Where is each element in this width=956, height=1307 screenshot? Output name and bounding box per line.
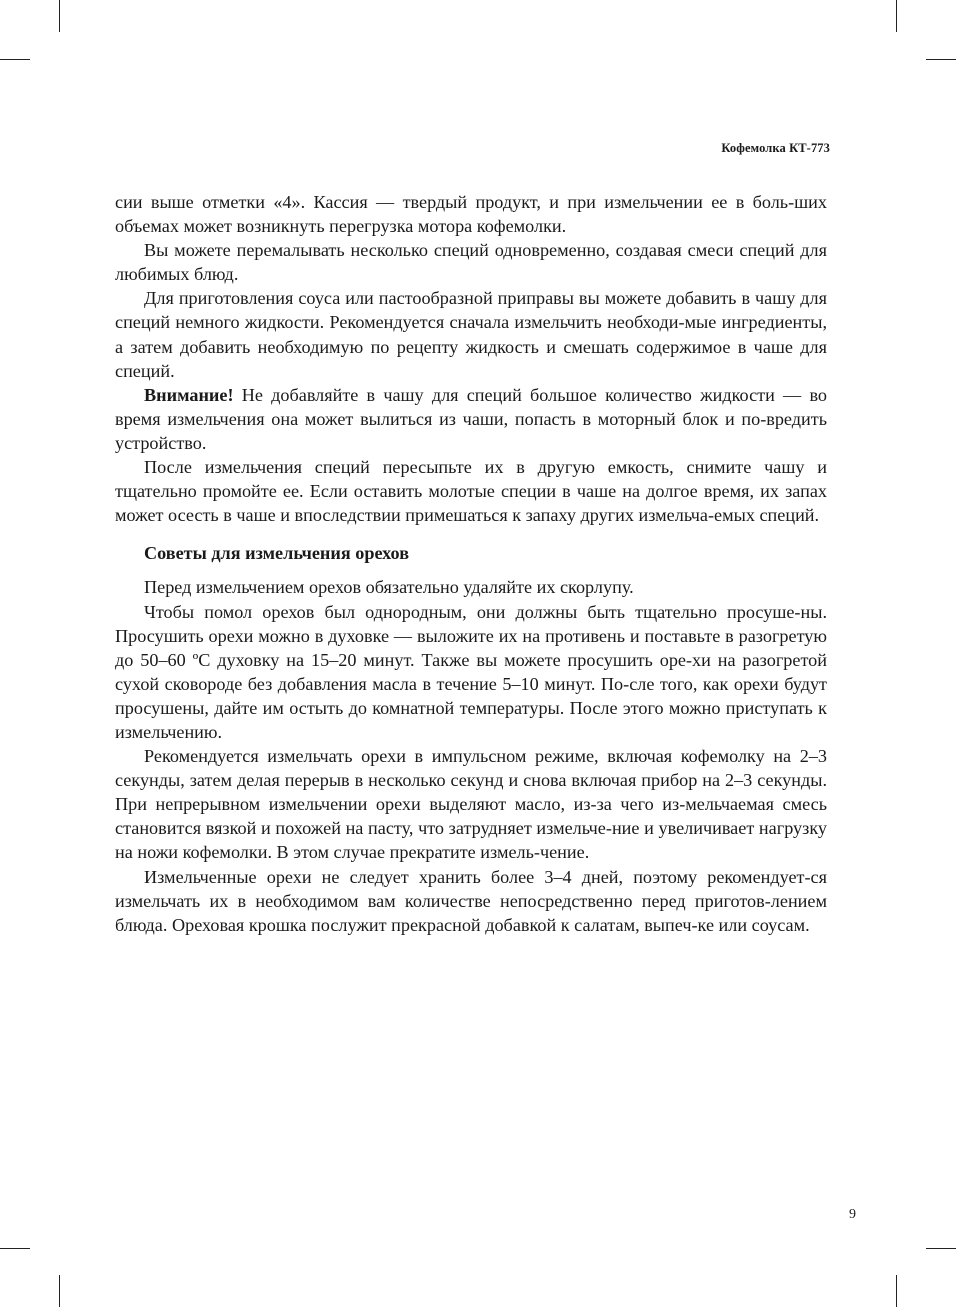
warning-text: Не добавляйте в чашу для специй большое количество жидкости — во время измельчения она может вылиться из чаши, попасть в моторный блок и по-вредить устройство. [115,384,827,453]
page-number: 9 [849,1207,856,1222]
paragraph: После измельчения специй пересыпьте их в другую емкость, снимите чашу и тщательно промойте ее. Если оставить молотые специи в чаше на долгое время, их запах может осесть в чаше и впоследствии примешаться к запаху других измельча-емых специй. [115,457,827,526]
paragraph: Чтобы помол орехов был однородным, они должны быть тщательно просуше-ны. Просушить орехи можно в духовке — выложите их на противень и поставьте в разогретую до 50–60 ºС духовку на 15–20 минут. Также вы можете просушить оре-хи на разогретой сухой сковороде без добавления масла в течение 5–10 минут. По-сле того, как орехи будут просушены, дайте им остыть до комнатной температуры. После этого можно приступать к измельчению. [115,601,827,742]
crop-mark-top-right [896,0,897,32]
crop-mark-bottom-left [59,1275,60,1307]
paragraph: сии выше отметки «4». Кассия — твердый продукт, и при измельчении ее в боль-ших объемах может возникнуть перегрузка мотора кофемолки. [115,192,827,237]
section-heading: Советы для измельчения орехов [144,543,410,564]
warning-label: Внимание! [144,384,234,405]
paragraph: Рекомендуется измельчать орехи в импульсном режиме, включая кофемолку на 2–3 секунды, затем делая перерыв в несколько секунд и снова включая прибор на 2–3 секунды. При непрерывном измельчении орехи выделяют масло, из-за чего из-мельчаемая смесь становится вязкой и похожей на пасту, что затрудняет измельче-ние и увеличивает нагрузку на ножи кофемолки. В этом случае прекратите измель-чение. [115,746,827,863]
crop-mark-bottom-right [896,1275,897,1307]
paragraph: Перед измельчением орехов обязательно удаляйте их скорлупу. [144,577,634,598]
running-header: Кофемолка КТ-773 [721,141,830,155]
body-text [115,190,827,937]
crop-mark-left-top [0,59,30,60]
paragraph: Измельченные орехи не следует хранить более 3–4 дней, поэтому рекомендует-ся измельчать их в необходимом вам количестве непосредственно перед приготов-лением блюда. Ореховая крошка послужит прекрасной добавкой к салатам, выпеч-ке или соусам. [115,866,827,935]
crop-mark-right-top [926,59,956,60]
warning-paragraph [115,383,827,455]
crop-mark-right-bottom [926,1248,956,1249]
crop-mark-left-bottom [0,1248,30,1249]
crop-mark-top-left [59,0,60,32]
paragraph: Для приготовления соуса или пастообразной приправы вы можете добавить в чашу для специй немного жидкости. Рекомендуется сначала измельчить необходи-мые ингредиенты, а затем добавить необходимую по рецепту жидкость и смешать содержимое в чаше для специй. [115,288,827,381]
paragraph: Вы можете перемалывать несколько специй одновременно, создавая смеси специй для любимых блюд. [115,240,827,285]
